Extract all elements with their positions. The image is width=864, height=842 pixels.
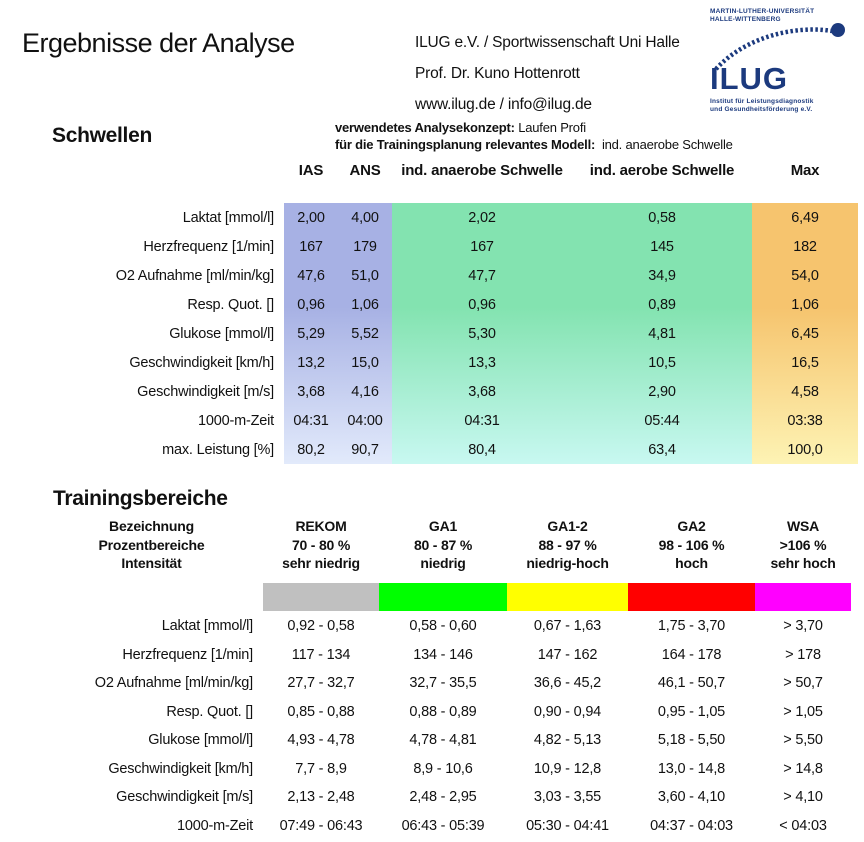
schwellen-column-header: Max — [790, 162, 820, 179]
zone-range: 70 - 80 % — [291, 536, 351, 553]
value-cell: 0,92 - 0,58 — [287, 618, 355, 635]
value-cell: 2,13 - 2,48 — [287, 789, 355, 806]
zone-name: GA2 — [677, 518, 706, 534]
zone-color-swatch — [507, 583, 628, 611]
value-cell: 1,06 — [791, 296, 819, 313]
value-cell: 4,58 — [791, 383, 819, 400]
zone-color-swatch — [379, 583, 507, 611]
value-cell: 0,96 — [468, 296, 496, 313]
value-cell: 1,75 - 3,70 — [657, 618, 726, 635]
value-cell: 10,5 — [648, 354, 676, 371]
table-row — [40, 783, 851, 812]
value-cell: 07:49 - 06:43 — [279, 817, 363, 834]
model-value: ind. anaerobe Schwelle — [601, 136, 733, 152]
row-label: Resp. Quot. [] — [187, 296, 274, 313]
analysis-concept-block — [335, 120, 733, 153]
concept-label: verwendetes Analysekonzept: — [335, 120, 515, 135]
org-block — [415, 27, 680, 120]
row-label: O2 Aufnahme [ml/min/kg] — [94, 675, 253, 692]
value-cell: 16,5 — [791, 354, 819, 371]
value-cell: 7,7 - 8,9 — [295, 760, 347, 777]
value-cell: 05:30 - 04:41 — [526, 817, 609, 834]
zone-intensity: sehr hoch — [770, 555, 836, 571]
table-row — [40, 290, 858, 319]
value-cell: 2,02 — [468, 209, 496, 226]
value-cell: 80,4 — [468, 441, 496, 458]
value-cell: 4,82 - 5,13 — [533, 732, 602, 749]
logo-institute-text: Institut für Leistungsdiagnostik und Gesundheitsförderung e.V. — [710, 98, 814, 113]
zone-range: 80 - 87 % — [413, 536, 473, 553]
value-cell: > 178 — [785, 646, 821, 663]
value-cell: 3,68 — [468, 383, 496, 400]
value-cell: 145 — [650, 238, 674, 255]
value-cell: 3,60 - 4,10 — [657, 789, 726, 806]
row-label: Herzfrequenz [1/min] — [143, 238, 274, 255]
row-label: Glukose [mmol/l] — [148, 732, 253, 749]
table-row — [40, 435, 858, 464]
value-cell: 5,29 — [297, 325, 325, 342]
table-row — [40, 348, 858, 377]
table-row — [40, 726, 851, 755]
zone-intensity: niedrig-hoch — [526, 555, 609, 571]
value-cell: 0,58 - 0,60 — [409, 618, 477, 635]
table-row — [40, 641, 851, 670]
value-cell: 03:38 — [787, 412, 823, 429]
schwellen-column-header: ind. anaerobe Schwelle — [401, 162, 563, 179]
row-label: Geschwindigkeit [m/s] — [116, 789, 253, 806]
model-label: für die Trainingsplanung relevantes Modell: — [335, 136, 596, 152]
table-row — [40, 669, 851, 698]
row-label: 1000-m-Zeit — [198, 412, 274, 429]
value-cell: 8,9 - 10,6 — [413, 760, 473, 777]
row-label: Glukose [mmol/l] — [169, 325, 274, 342]
row-label: Resp. Quot. [] — [166, 703, 253, 720]
schwellen-table — [40, 203, 858, 464]
zone-header — [755, 517, 851, 573]
value-cell: 0,96 — [297, 296, 325, 313]
value-cell: 6,49 — [791, 209, 819, 226]
row-label: Laktat [mmol/l] — [182, 209, 274, 226]
value-cell: 13,3 — [468, 354, 496, 371]
value-cell: 164 - 178 — [661, 646, 722, 663]
table-row — [40, 319, 858, 348]
value-cell: 2,90 — [648, 383, 676, 400]
value-cell: 4,78 - 4,81 — [409, 732, 477, 749]
row-label: Geschwindigkeit [km/h] — [129, 354, 274, 371]
row-label: O2 Aufnahme [ml/min/kg] — [115, 267, 274, 284]
value-cell: 3,68 — [297, 383, 325, 400]
schwellen-corner-cell — [40, 162, 284, 179]
value-cell: 04:31 — [293, 412, 329, 429]
value-cell: > 1,05 — [783, 703, 823, 720]
table-row — [40, 261, 858, 290]
value-cell: 4,16 — [351, 383, 379, 400]
value-cell: 0,90 - 0,94 — [533, 703, 602, 720]
ilug-logo — [700, 8, 862, 120]
row-label: Geschwindigkeit [km/h] — [108, 760, 253, 777]
zone-range: 98 - 106 % — [658, 536, 725, 553]
value-cell: 0,95 - 1,05 — [657, 703, 726, 720]
zone-headers — [40, 517, 851, 573]
value-cell: 63,4 — [648, 441, 676, 458]
value-cell: 47,7 — [468, 267, 496, 284]
value-cell: 5,30 — [468, 325, 496, 342]
trainingsbereiche-heading: Trainingsbereiche — [53, 487, 228, 510]
schwellen-column-header: IAS — [298, 162, 324, 179]
value-cell: 1,06 — [351, 296, 379, 313]
concept-value: Laufen Profi — [518, 120, 586, 135]
org-line-person: Prof. Dr. Kuno Hottenrott — [415, 65, 580, 82]
row-label: 1000-m-Zeit — [177, 817, 253, 834]
value-cell: 04:00 — [347, 412, 383, 429]
value-cell: 167 — [299, 238, 323, 255]
value-cell: 4,81 — [648, 325, 676, 342]
value-cell: 6,45 — [791, 325, 819, 342]
zone-name: REKOM — [295, 518, 347, 534]
zone-range: 88 - 97 % — [538, 536, 597, 553]
zone-intensity: hoch — [675, 555, 708, 571]
table-row — [40, 406, 858, 435]
table-row — [40, 232, 858, 261]
value-cell: < 04:03 — [779, 817, 827, 834]
table-row — [40, 377, 858, 406]
row-label: Herzfrequenz [1/min] — [122, 646, 253, 663]
logo-wordmark: ILUG — [710, 61, 789, 96]
zone-header — [263, 517, 379, 573]
zone-range: >106 % — [779, 536, 827, 553]
zone-intensity: sehr niedrig — [282, 555, 360, 571]
zone-header — [628, 517, 755, 573]
value-cell: 134 - 146 — [413, 646, 473, 663]
table-row — [40, 812, 851, 841]
value-cell: 27,7 - 32,7 — [287, 675, 355, 692]
value-cell: 05:44 — [644, 412, 680, 429]
model-line — [335, 137, 733, 154]
zone-intensity: niedrig — [420, 555, 466, 571]
table-row — [40, 612, 851, 641]
value-cell: 2,48 - 2,95 — [409, 789, 477, 806]
value-cell: 04:31 — [464, 412, 500, 429]
value-cell: 46,1 - 50,7 — [657, 675, 726, 692]
schwellen-column-headers — [40, 162, 858, 179]
zone-color-swatch — [628, 583, 755, 611]
table-row — [40, 203, 858, 232]
row-label: Laktat [mmol/l] — [161, 618, 253, 635]
zone-header — [379, 517, 507, 573]
value-cell: 179 — [353, 238, 377, 255]
schwellen-column-header: ANS — [349, 162, 381, 179]
value-cell: 0,85 - 0,88 — [287, 703, 355, 720]
concept-line — [335, 120, 733, 137]
value-cell: 167 — [470, 238, 494, 255]
value-cell: 0,67 - 1,63 — [533, 618, 602, 635]
value-cell: 32,7 - 35,5 — [409, 675, 477, 692]
zone-color-band — [40, 583, 851, 611]
value-cell: 13,0 - 14,8 — [657, 760, 726, 777]
value-cell: 2,00 — [297, 209, 325, 226]
value-cell: 34,9 — [648, 267, 676, 284]
value-cell: 54,0 — [791, 267, 819, 284]
value-cell: 147 - 162 — [537, 646, 598, 663]
zones-row-header — [40, 517, 263, 573]
zone-name: WSA — [786, 518, 820, 534]
value-cell: 90,7 — [351, 441, 379, 458]
schwellen-rows — [40, 203, 858, 464]
value-cell: 0,88 - 0,89 — [409, 703, 477, 720]
value-cell: 117 - 134 — [291, 646, 351, 663]
org-line-contact: www.ilug.de / info@ilug.de — [415, 96, 592, 113]
row-header-line: Intensität — [121, 555, 182, 571]
value-cell: 06:43 - 05:39 — [401, 817, 485, 834]
value-cell: > 4,10 — [783, 789, 823, 806]
value-cell: 51,0 — [351, 267, 379, 284]
zone-name: GA1 — [428, 518, 458, 534]
schwellen-column-header: ind. aerobe Schwelle — [589, 162, 735, 179]
table-row — [40, 755, 851, 784]
value-cell: > 50,7 — [783, 675, 823, 692]
value-cell: 5,18 - 5,50 — [657, 732, 726, 749]
value-cell: 13,2 — [297, 354, 325, 371]
value-cell: > 14,8 — [783, 760, 823, 777]
value-cell: > 5,50 — [783, 732, 823, 749]
zone-header — [507, 517, 628, 573]
zone-color-swatch — [755, 583, 851, 611]
value-cell: 4,00 — [351, 209, 379, 226]
org-line-institution: ILUG e.V. / Sportwissenschaft Uni Halle — [415, 34, 680, 51]
value-cell: 3,03 - 3,55 — [533, 789, 602, 806]
trainingsbereiche-rows — [40, 612, 851, 840]
value-cell: 80,2 — [297, 441, 325, 458]
band-spacer — [40, 583, 263, 611]
value-cell: 10,9 - 12,8 — [533, 760, 602, 777]
row-label: max. Leistung [%] — [162, 441, 274, 458]
row-label: Geschwindigkeit [m/s] — [137, 383, 274, 400]
value-cell: 15,0 — [351, 354, 379, 371]
value-cell: 47,6 — [297, 267, 325, 284]
row-header-line: Prozentbereiche — [98, 536, 205, 553]
table-row — [40, 698, 851, 727]
value-cell: 182 — [793, 238, 817, 255]
value-cell: 100,0 — [787, 441, 823, 458]
schwellen-heading: Schwellen — [52, 124, 153, 147]
value-cell: 0,89 — [648, 296, 676, 313]
row-header-line: Bezeichnung — [109, 518, 194, 534]
value-cell: 4,93 - 4,78 — [287, 732, 355, 749]
zone-name: GA1-2 — [547, 518, 588, 534]
value-cell: 36,6 - 45,2 — [533, 675, 602, 692]
logo-university-text: MARTIN-LUTHER-UNIVERSITÄT HALLE-WITTENBERG — [710, 8, 815, 23]
zone-color-swatch — [263, 583, 379, 611]
value-cell: > 3,70 — [783, 618, 823, 635]
value-cell: 04:37 - 04:03 — [650, 817, 733, 834]
value-cell: 5,52 — [351, 325, 379, 342]
page-title: Ergebnisse der Analyse — [22, 28, 295, 58]
value-cell: 0,58 — [648, 209, 676, 226]
